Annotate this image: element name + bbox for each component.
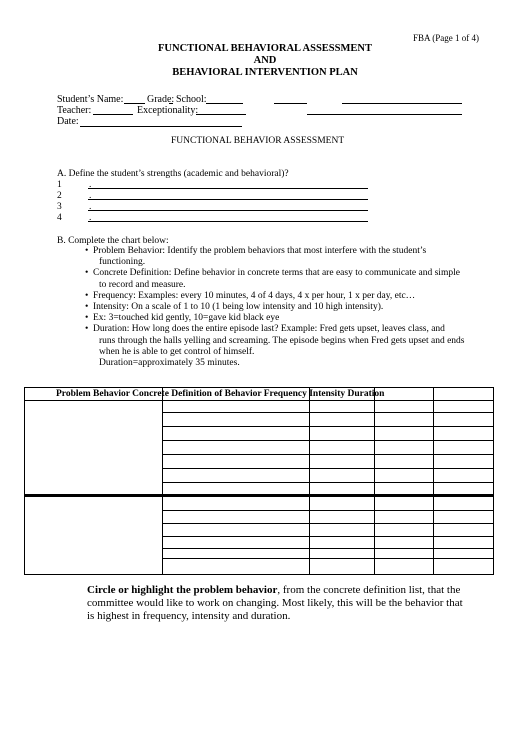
student-name-label: Student’s Name: [57,94,124,105]
bullet-text: runs through the halls yelling and screaming. The episode begins when Fred gets upset and ends [99,335,465,346]
chart-header-row [25,388,493,401]
school-label: School: [176,94,207,105]
circle-instruction-rest: , from the concrete definition list, that the committee would like to work on changing. Most likely, this will be the behavior that is highest in frequency, intensity and duration. [87,584,463,622]
document-title-line2: AND [253,55,277,66]
chart-row-line [162,412,493,413]
chart-row-line [162,548,493,549]
circle-instruction-bold: Circle or highlight the problem behavior [87,584,278,596]
bullet-text: Problem Behavior: Identify the problem behaviors that most interfere with the student’s [93,246,427,256]
section-title: FUNCTIONAL BEHAVIOR ASSESSMENT [171,136,345,146]
extra-line-2[interactable] [342,103,462,104]
strength-marker: . [89,180,92,190]
bullet-text: Concrete Definition: Define behavior in concrete terms that are easy to communicate and simple [93,268,460,279]
section-b-prompt: B. Complete the chart below: [57,236,169,246]
chart-row-line [162,510,493,511]
grade-line[interactable] [169,103,173,104]
strength-line-4[interactable] [88,221,368,222]
instructions-list [87,246,487,369]
exceptionality-label: Exceptionality: [137,105,199,116]
strength-number: 2 [57,191,62,201]
chart-row-line [162,426,493,427]
bullet-text: Intensity: On a scale of 1 to 10 (1 being low intensity and 10 high intensity). [93,302,384,313]
bullet-example [87,313,487,324]
chart-thick-divider [25,494,493,497]
bullet-concrete-definition [87,268,487,290]
school-line[interactable] [206,103,243,104]
section-a-prompt: A. Define the student’s strengths (academic and behavioral)? [57,169,289,179]
date-line[interactable] [80,126,242,127]
chart-row-line [162,454,493,455]
strength-number: 3 [57,202,62,212]
grade-label: Grade: [147,94,175,105]
extra-line-3[interactable] [307,114,462,115]
date-label: Date: [57,116,79,127]
strength-number: 1 [57,180,62,190]
exceptionality-line[interactable] [196,114,246,115]
bullet-text: Duration=approximately 35 minutes. [99,358,240,369]
strength-marker: . [89,191,92,201]
chart-row-line [162,482,493,483]
teacher-label: Teacher: [57,105,92,116]
strength-line-2[interactable] [88,199,368,200]
student-name-line[interactable] [124,103,145,104]
chart-row-line [162,468,493,469]
teacher-line[interactable] [93,114,133,115]
document-title-line3: BEHAVIORAL INTERVENTION PLAN [172,67,358,78]
document-title-line1: FUNCTIONAL BEHAVIORAL ASSESSMENT [158,43,372,54]
col-divider [162,388,163,574]
strength-number: 4 [57,213,62,223]
behavior-chart [24,387,494,575]
col-divider [433,388,434,574]
strength-line-1[interactable] [88,188,368,189]
page-label: FBA (Page 1 of 4) [413,33,479,43]
bullet-text: when he is able to get control of himself. [99,346,255,357]
bullet-problem-behavior [87,246,487,268]
bullet-text: to record and measure. [99,279,186,290]
chart-row-line [162,536,493,537]
bullet-intensity [87,302,487,313]
bullet-text: Duration: How long does the entire episode last? Example: Fred gets upset, leaves class, and [93,324,445,335]
chart-row-line [162,558,493,559]
bullet-frequency [87,291,487,302]
chart-row-line [162,523,493,524]
col-divider [309,388,310,574]
bullet-duration [87,324,487,369]
strength-marker: . [89,213,92,223]
bullet-text: Frequency: Examples: every 10 minutes, 4 of 4 days, 4 x per hour, 1 x per day, etc… [93,290,416,301]
extra-line-1[interactable] [274,103,307,104]
col-divider [374,388,375,574]
strength-marker: . [89,202,92,212]
strength-line-3[interactable] [88,210,368,211]
chart-row-line [162,440,493,441]
bullet-text: functioning. [99,257,146,268]
chart-header-text: Problem Behavior Concrete Definition of Behavior Frequency Intensity Duration [56,389,385,399]
bullet-text: Ex: 3=touched kid gently, 10=gave kid black eye [93,313,280,324]
circle-instruction [87,584,467,623]
